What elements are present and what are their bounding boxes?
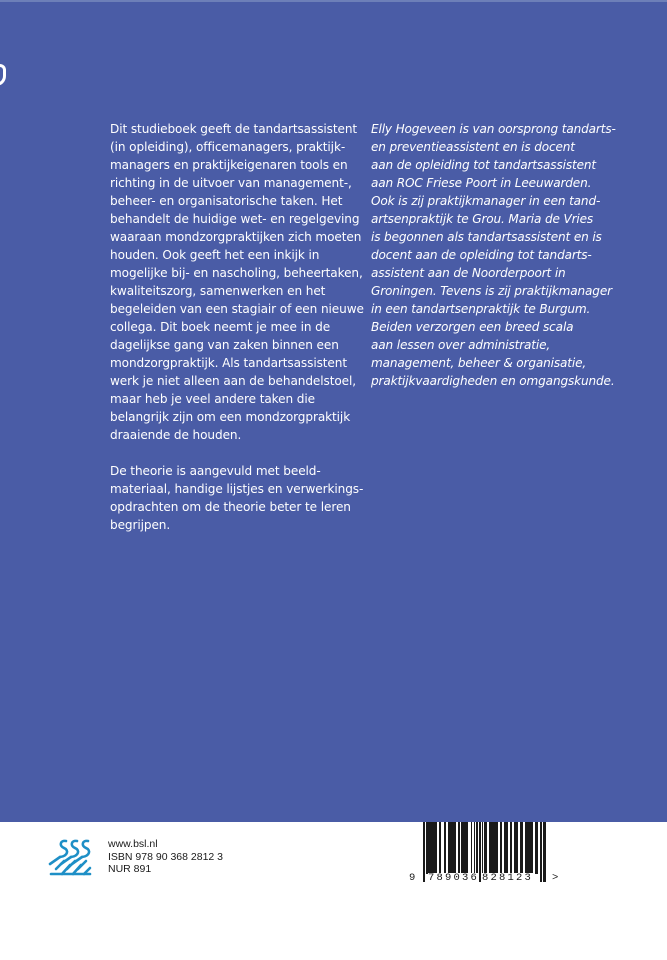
authors-bio xyxy=(371,120,631,390)
text-line: begrijpen. xyxy=(110,518,171,532)
text-line: kwaliteitszorg, samenwerken en het xyxy=(110,284,326,298)
barcode-digits-group-1: 789036 xyxy=(428,872,480,884)
publication-info xyxy=(108,838,223,876)
text-line: opdrachten om de theorie beter te leren xyxy=(110,500,351,514)
text-line: collega. Dit boek neemt je mee in de xyxy=(110,320,331,334)
nur-code: NUR 891 xyxy=(108,863,152,875)
text-line: en preventieassistent en is docent xyxy=(371,140,575,154)
text-line: houden. Ook geeft het een inkijk in xyxy=(110,248,320,262)
text-line: belangrijk zijn om een mondzorgpraktijk xyxy=(110,410,351,424)
barcode-lead-digit: 9 xyxy=(409,872,418,884)
text-line: Groningen. Tevens is zij praktijkmanager xyxy=(371,284,612,298)
publisher-website-link[interactable]: www.bsl.nl xyxy=(108,838,158,850)
top-edge-line xyxy=(0,0,667,2)
text-line: richting in de uitvoer van management-, xyxy=(110,176,352,190)
text-line: draaiende de houden. xyxy=(110,428,242,442)
text-line: managers en praktijkeigenaren tools en xyxy=(110,158,348,172)
authors-bio-paragraph xyxy=(371,120,631,390)
text-line: materiaal, handige lijstjes en verwerkings- xyxy=(110,482,364,496)
book-description xyxy=(110,120,370,534)
text-line: praktijkvaardigheden en omgangskunde. xyxy=(371,374,615,388)
text-line: Ook is zij praktijkmanager in een tand- xyxy=(371,194,601,208)
bsl-publisher-logo-icon xyxy=(46,837,94,877)
text-line: aan de opleiding tot tandartsassistent xyxy=(371,158,596,172)
barcode-quiet-zone-marker: > xyxy=(552,872,561,884)
text-line: Beiden verzorgen een breed scala xyxy=(371,320,574,334)
text-line: De theorie is aangevuld met beeld- xyxy=(110,464,321,478)
text-line: is begonnen als tandartsassistent en is xyxy=(371,230,602,244)
text-line: mondzorgpraktijk. Als tandartsassistent xyxy=(110,356,347,370)
text-line: (in opleiding), officemanagers, praktijk- xyxy=(110,140,346,154)
text-line: waaraan mondzorgpraktijken zich moeten xyxy=(110,230,362,244)
text-line: artsenpraktijk te Grou. Maria de Vries xyxy=(371,212,594,226)
text-line: werk je niet alleen aan de behandelstoel, xyxy=(110,374,356,388)
text-line: Elly Hogeveen is van oorsprong tandarts- xyxy=(371,122,616,136)
description-paragraph-1 xyxy=(110,120,370,444)
spine-letter-fragment-icon xyxy=(0,64,6,86)
text-line: docent aan de opleiding tot tandarts- xyxy=(371,248,592,262)
text-line: in een tandartsenpraktijk te Burgum. xyxy=(371,302,591,316)
text-line: aan ROC Friese Poort in Leeuwarden. xyxy=(371,176,592,190)
text-line: beheer- en organisatorische taken. Het xyxy=(110,194,343,208)
text-line: dagelijkse gang van zaken binnen een xyxy=(110,338,339,352)
text-line: assistent aan de Noorderpoort in xyxy=(371,266,566,280)
text-line: aan lessen over administratie, xyxy=(371,338,551,352)
text-line: maar heb je veel andere taken die xyxy=(110,392,315,406)
isbn-number: ISBN 978 90 368 2812 3 xyxy=(108,850,224,863)
text-line: Dit studieboek geeft de tandartsassistent xyxy=(110,122,358,136)
barcode-digits-group-2: 828123 xyxy=(482,872,534,884)
text-line: behandelt de huidige wet- en regelgeving xyxy=(110,212,360,226)
text-line: begeleiden van een stagiair of een nieuwe xyxy=(110,302,364,316)
description-paragraph-2 xyxy=(110,462,370,534)
text-line: mogelijke bij- en nascholing, beheertaken, xyxy=(110,266,363,280)
text-line: management, beheer & organisatie, xyxy=(371,356,587,370)
